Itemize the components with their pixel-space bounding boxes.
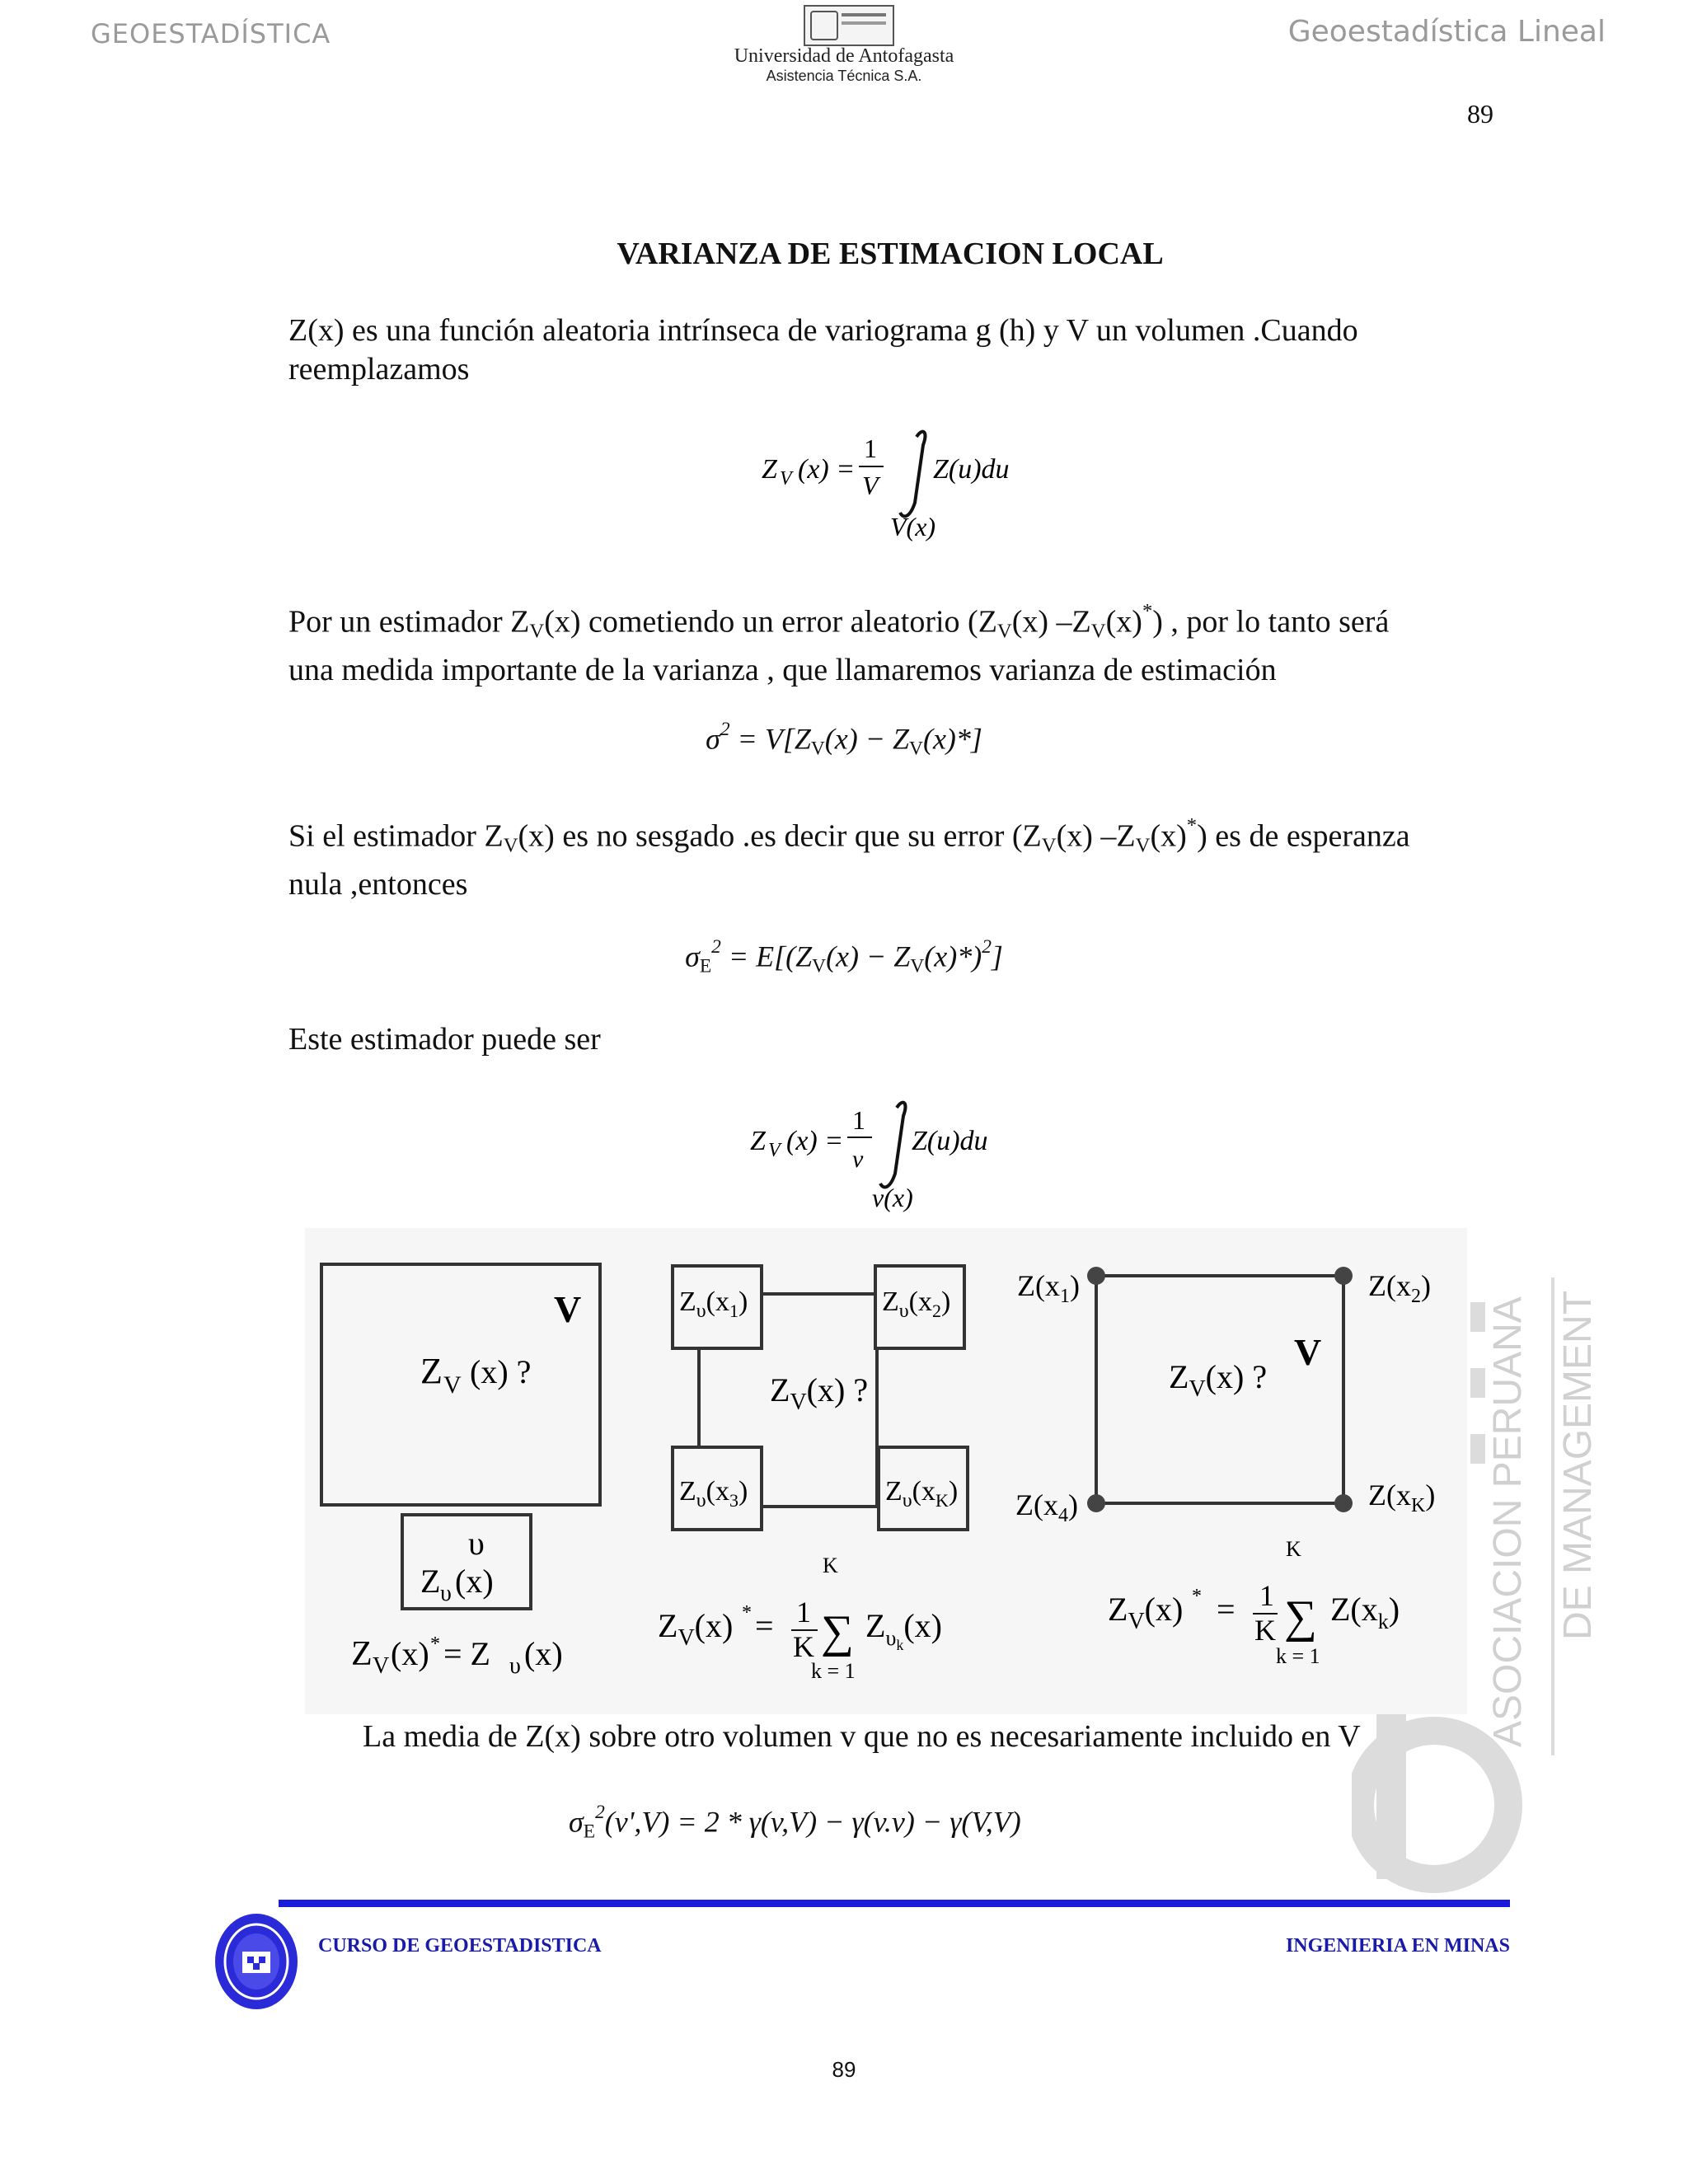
svg-text:V: V xyxy=(1294,1331,1322,1373)
svg-text:Z: Z xyxy=(750,1126,766,1156)
svg-text:V: V xyxy=(554,1288,582,1330)
svg-text:ZV(x): $Z_V(x)$ xyxy=(658,1607,734,1651)
svg-text:=: = xyxy=(1217,1591,1236,1628)
svg-text:υ: υ xyxy=(440,1581,452,1606)
paragraph-1: Z(x) es una función aleatoria intrínseca de variograma g (h) y V un volumen .Cuando reemplazamos xyxy=(288,313,1358,387)
svg-text:Z(x1): $Z(x_1)$ xyxy=(1017,1269,1080,1307)
paragraph-5: La media de Z(x) sobre otro volumen v que no es necesariamente incluido en V xyxy=(363,1719,1361,1754)
university-logo xyxy=(804,5,894,46)
svg-text:=: = xyxy=(755,1607,774,1644)
svg-text:K: K xyxy=(1254,1614,1276,1647)
footer-rule xyxy=(279,1900,1510,1907)
svg-text:ZV(x) ?: $Z_V(x)$ ? xyxy=(1169,1358,1268,1402)
svg-text:v(x): v(x) xyxy=(872,1183,913,1212)
svg-text:ZV(x): $Z_V(x)$ xyxy=(1108,1591,1184,1634)
footer-course: CURSO DE GEOESTADISTICA xyxy=(318,1935,602,1957)
diagram-1 xyxy=(321,1264,600,1679)
svg-text:ZV(x) ?: $Z_V(x)$ ? xyxy=(770,1371,869,1415)
formula-zv-small-integral xyxy=(747,1096,1027,1228)
svg-text:V: V xyxy=(443,1371,462,1399)
svg-text:Zυ(x3): $Z_\upsilon(x_3)$ xyxy=(679,1476,748,1511)
svg-text:ASOCIACION PERUANA: ASOCIACION PERUANA xyxy=(1486,1296,1530,1747)
header-right-title: Geoestadística Lineal xyxy=(1287,15,1606,49)
page-number-bottom: 89 xyxy=(832,2057,856,2082)
svg-text:K: K xyxy=(793,1630,814,1663)
header-left-title: GEOESTADÍSTICA xyxy=(91,18,331,49)
svg-text:Z: Z xyxy=(420,1351,443,1391)
svg-text:∑: ∑ xyxy=(1284,1591,1317,1643)
diagram-2 xyxy=(658,1266,968,1683)
svg-text:Z(xK): $Z(x_K)$ xyxy=(1368,1479,1436,1516)
svg-text:Zυk(x): $Z_\upsilon k(x)$ xyxy=(865,1607,942,1653)
page-title: VARIANZA DE ESTIMACION LOCAL xyxy=(617,237,1164,271)
footer-program: INGENIERIA EN MINAS xyxy=(1285,1935,1510,1957)
svg-text:*: * xyxy=(742,1602,752,1624)
svg-text:1: 1 xyxy=(864,434,877,463)
formula-sigma-e-v-prime: $\sigma_E^2(v',V) = 2 * \gamma(v,V) - \gamma(v.v) - \gamma(V,V)$ xyxy=(569,1802,1021,1843)
svg-text:v: v xyxy=(852,1146,864,1173)
svg-text:(x) =: (x) = xyxy=(798,454,856,485)
university-seal xyxy=(213,1910,300,2013)
formula-sigma-e: $\sigma_E^2 = E[(Z_V(x) - Z_V(x)*)^2]$ xyxy=(685,936,1003,977)
paragraph-3: Si el estimador $Z_V(x)$ es no sesgado .es decir que su error ($Z_V(x)$ $-Z_V(x)^*$) es de esperanza nula ,entonces xyxy=(288,814,1410,902)
svg-text:V: V xyxy=(780,468,792,490)
svg-text:Z: Z xyxy=(351,1635,373,1673)
svg-text:Z(x4): $Z(x_4)$ xyxy=(1015,1488,1078,1526)
svg-text:(x): (x) xyxy=(391,1635,429,1672)
svg-text:Z(x2): $Z(x_2)$ xyxy=(1368,1269,1431,1307)
paragraph-2: Por un estimador $Z_V(x)$ cometiendo un error aleatorio ($Z_V(x)$ $-Z_V(x)^*$) , por lo tanto será una medida importante de la varianza , que llamaremos varianza de estimación xyxy=(288,600,1390,687)
svg-text:1: 1 xyxy=(796,1596,811,1629)
watermark-logo xyxy=(1352,1269,1615,1912)
estimation-diagram xyxy=(305,1228,1467,1714)
svg-text:V: V xyxy=(373,1653,390,1679)
svg-text:k = 1: k = 1 xyxy=(811,1659,856,1683)
svg-text:V(x): V(x) xyxy=(890,512,936,541)
formula-zv-integral xyxy=(758,420,1055,552)
subinstitution-name: Asistencia Técnica S.A. xyxy=(766,68,922,84)
svg-text:Zυ(x1): $Z_\upsilon(x_1)$ xyxy=(679,1286,748,1322)
svg-text:υ: υ xyxy=(468,1525,485,1562)
svg-text:*: * xyxy=(1192,1586,1202,1607)
svg-text:Zυ(xK): $Z_\upsilon(x_K)$ xyxy=(885,1476,959,1511)
institution-name: Universidad de Antofagasta xyxy=(734,45,954,67)
svg-text:*: * xyxy=(430,1633,440,1655)
formula-sigma-variance: $\sigma^2 = V[Z_V(x) - Z_V(x)*]$ xyxy=(706,719,982,760)
svg-text:υ: υ xyxy=(509,1653,521,1679)
svg-text:1: 1 xyxy=(852,1105,865,1135)
svg-text:K: K xyxy=(1286,1537,1301,1561)
svg-text:K: K xyxy=(823,1554,838,1577)
svg-text:(x) ?: (x) ? xyxy=(470,1353,532,1390)
svg-text:Z: Z xyxy=(420,1563,441,1600)
page-number-top: 89 xyxy=(1467,99,1493,129)
svg-text:k = 1: k = 1 xyxy=(1276,1644,1320,1668)
svg-text:(x): (x) xyxy=(455,1563,494,1600)
svg-text:Z(u)du: Z(u)du xyxy=(933,454,1010,485)
svg-text:(x): (x) xyxy=(524,1635,563,1672)
svg-text:1: 1 xyxy=(1259,1579,1274,1612)
svg-text:= Z: = Z xyxy=(443,1635,490,1672)
svg-text:∑: ∑ xyxy=(821,1606,854,1657)
paragraph-4: Este estimador puede ser xyxy=(288,1022,601,1057)
svg-text:Zυ(x2): $Z_\upsilon(x_2)$ xyxy=(882,1286,951,1322)
svg-text:V: V xyxy=(768,1140,781,1161)
svg-text:Z: Z xyxy=(762,454,777,485)
svg-text:DE MANAGEMENT: DE MANAGEMENT xyxy=(1556,1290,1600,1640)
svg-text:(x) =: (x) = xyxy=(786,1126,844,1156)
svg-text:Z(xk): $Z(x_k)$ xyxy=(1330,1591,1400,1633)
svg-text:V: V xyxy=(862,471,879,500)
svg-text:Z(u)du: Z(u)du xyxy=(912,1126,988,1156)
